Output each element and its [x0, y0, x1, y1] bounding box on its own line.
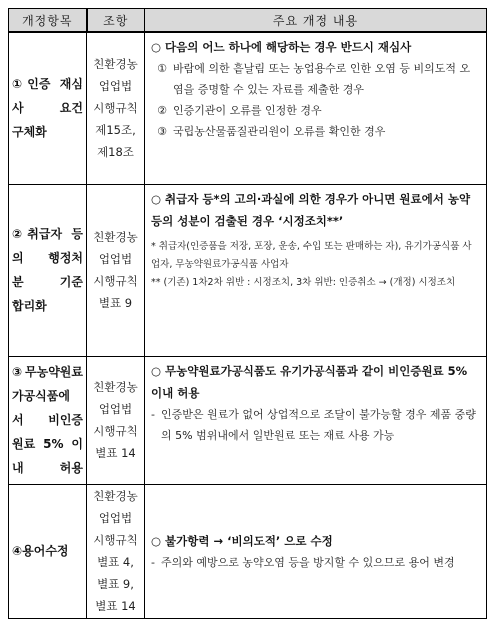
law-line: 제15조, — [95, 123, 136, 138]
item-line: 서 비인증 — [12, 413, 83, 427]
law-line: 별표 14 — [95, 599, 136, 613]
law-line: 제18조 — [97, 145, 134, 160]
table-row — [9, 484, 487, 618]
row-item — [9, 484, 87, 618]
law-line: 친환경농 — [93, 489, 138, 503]
row-content — [145, 184, 487, 356]
content-heading — [151, 36, 480, 58]
row-content — [145, 356, 487, 484]
item-line: 분 기준 — [12, 275, 83, 289]
list-item — [151, 58, 480, 100]
item-line: ②취급자 등 — [12, 227, 83, 241]
dash-item — [151, 552, 480, 573]
law-line: 시행규칙 — [93, 533, 138, 547]
list-item — [151, 121, 480, 142]
item-line: 원료 5% 이 — [12, 437, 83, 451]
heading-text: 불가항력 → ‘비의도적’ 으로 수정 — [165, 533, 333, 548]
item-number: ② — [157, 104, 167, 117]
circle-marker: ○ — [151, 533, 162, 548]
item-line: 가공식품에 — [12, 389, 70, 403]
row-item — [9, 356, 87, 484]
law-line: 친환경농 — [93, 380, 138, 394]
item-line: 합리화 — [12, 299, 47, 313]
row-law — [87, 32, 145, 184]
table-row — [9, 184, 487, 356]
law-line: 별표 9, — [97, 577, 134, 591]
law-line: 업업법 — [98, 511, 133, 525]
row-content — [145, 484, 487, 618]
item-line: 의 행정처 — [12, 251, 83, 265]
list-item — [151, 100, 480, 121]
item-line: 사 요건 — [12, 101, 83, 116]
circle-marker: ○ — [151, 363, 162, 378]
row-item — [9, 32, 87, 184]
footnote: ** (기존) 1차2차 위반 : 시정조치, 3차 위반: 인증취소 → (개정) 시정조치 — [151, 276, 456, 288]
law-line: 별표 4, — [97, 555, 134, 569]
header-content: 주요 개정 내용 — [145, 9, 487, 33]
content-heading — [151, 530, 480, 552]
law-line: 시행규칙 — [93, 274, 138, 288]
row-item — [9, 184, 87, 356]
item-line: 내 허용 — [12, 461, 83, 475]
dash-marker: - — [151, 555, 155, 569]
table-row — [9, 356, 487, 484]
amendment-table — [8, 8, 487, 619]
item-line: ③무농약원료 — [12, 365, 83, 379]
heading-text: 다음의 어느 하나에 해당하는 경우 반드시 재심사 — [165, 40, 412, 54]
table-header-row — [9, 9, 487, 33]
content-heading — [151, 188, 480, 232]
dash-marker: - — [151, 407, 155, 421]
item-line: 구체화 — [12, 125, 47, 140]
law-line: 친환경농 — [93, 57, 138, 72]
row-content — [145, 32, 487, 184]
row-law — [87, 184, 145, 356]
item-text: 국립농산물품질관리원이 오류를 확인한 경우 — [173, 125, 386, 138]
heading-text: 취급자 등*의 고의·과실에 의한 경우가 아니면 원료에서 농약 등의 성분이 검출된 경우 ‘시정조치**’ — [151, 191, 471, 228]
law-line: 시행규칙 — [93, 424, 138, 438]
circle-marker: ○ — [151, 40, 162, 54]
content-heading — [151, 360, 480, 404]
law-line: 별표 9 — [98, 296, 133, 310]
dash-text: 인증받은 원료가 없어 상업적으로 조달이 불가능할 경우 제품 중량의 5% 범위내에서 일반원료 또는 재료 사용 가능 — [161, 407, 476, 442]
item-number: ③ — [157, 125, 167, 138]
header-item: 개정항목 — [9, 9, 87, 33]
dash-item — [151, 404, 480, 446]
law-line: 업업법 — [98, 402, 133, 416]
item-line: ④용어수정 — [12, 544, 69, 558]
table-row — [9, 32, 487, 184]
row-law — [87, 356, 145, 484]
row-law — [87, 484, 145, 618]
law-line: 업업법 — [98, 252, 133, 266]
law-line: 별표 14 — [95, 446, 136, 460]
law-line: 시행규칙 — [93, 101, 138, 116]
header-law: 조항 — [87, 9, 145, 33]
law-line: 업업법 — [98, 79, 133, 94]
item-text: 바람에 의한 흩날림 또는 농업용수로 인한 오염 등 비의도적 오염을 증명할 수 있는 자료를 제출한 경우 — [173, 62, 471, 96]
dash-text: 주의와 예방으로 농약오염 등을 방지할 수 있으므로 용어 변경 — [161, 555, 455, 569]
item-line: ①인증 재심 — [12, 77, 83, 92]
circle-marker: ○ — [151, 191, 162, 206]
law-line: 친환경농 — [93, 230, 138, 244]
footnote: * 취급자(인증품을 저장, 포장, 운송, 수입 또는 판매하는 자), 유기가공식품 사업자, 무농약원료가공식품 사업자 — [151, 240, 472, 270]
item-number: ① — [157, 62, 167, 75]
item-text: 인증기관이 오류를 인정한 경우 — [173, 104, 322, 117]
heading-text: 무농약원료가공식품도 유기가공식품과 같이 비인증원료 5% 이내 허용 — [151, 363, 468, 400]
